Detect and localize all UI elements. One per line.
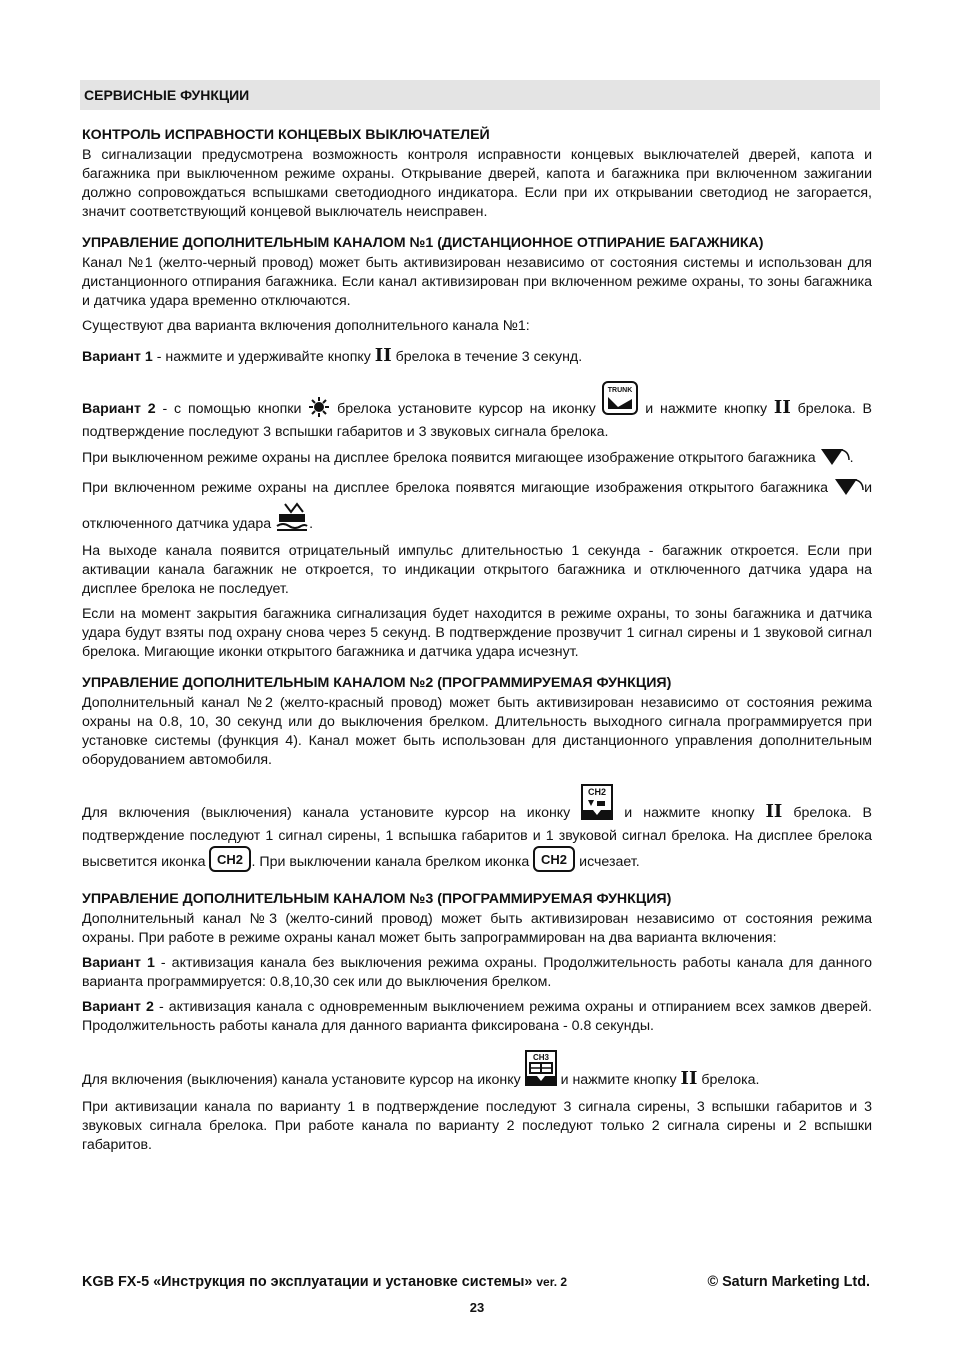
ch3-cursor-icon <box>525 1050 557 1092</box>
page-content <box>82 126 872 1161</box>
channel-3-variant-1: Вариант 1 - активизация канала без выключения режима охраны. Продолжительность работы канала для данного варианта программируется: 0.8,10,30 сек или до выключения брелком. <box>82 955 873 990</box>
open-trunk-icon <box>834 478 864 502</box>
channel-1-variant-1: Вариант 1 - нажмите и удерживайте кнопку II брелока в течение 3 секунд. <box>82 345 583 366</box>
channel-2-intro: Дополнительный канал №2 (желто-красный провод) может быть активизирован независимо от состояния режима охраны на 0.8, 10, 30 секунд или до выключения брелком. Длительность выходного сигнала программируется при установке системы (функция 4). Канал может быть использован для дистанционного управления дополнительным оборудованием автомобиля. <box>82 695 872 768</box>
button-ii-icon: II <box>680 1068 698 1089</box>
ch2-icon <box>209 846 251 878</box>
channel-3-intro: Дополнительный канал №3 (желто-синий провод) может быть активизирован независимо от состояния режима охраны. При работе в режиме охраны канал может быть запрограммирован на два варианта включения: <box>82 911 872 946</box>
ch2-icon-label: CH2 <box>541 852 568 867</box>
section-header-bar <box>80 80 880 110</box>
trunk-icon-label: TRUNK <box>608 387 633 394</box>
heading-channel-2: УПРАВЛЕНИЕ ДОПОЛНИТЕЛЬНЫМ КАНАЛОМ №2 (ПРОГРАММИРУЕМАЯ ФУНКЦИЯ) <box>82 675 672 691</box>
channel-1-intro: Канал №1 (желто-черный провод) может быть активизирован независимо от состояния системы и использован для дистанционного отпирания багажника. Если канал активизирован при включенном режиме охраны, то зоны багажника и датчика удара временно отключаются. <box>82 255 872 309</box>
ch2-cursor-icon <box>581 784 613 826</box>
channel-3-confirmation: При активизации канала по варианту 1 в подтверждение последуют 3 сигнала сирены, 3 вспышки габаритов и 3 звуковых сигнала брелока. При работе канала по варианту 2 последуют только 2 сигнала сирены и 2 вспышки габаритов. <box>82 1099 872 1153</box>
variant-1-label: Вариант 1 <box>82 955 155 971</box>
button-ii-icon: II <box>773 397 791 418</box>
variant-2-label: Вариант 2 <box>82 401 156 417</box>
heading-limit-switch-check: КОНТРОЛЬ ИСПРАВНОСТИ КОНЦЕВЫХ ВЫКЛЮЧАТЕЛЕЙ <box>82 127 490 143</box>
channel-1-variant-2: Вариант 2 - с помощью кнопки брелока установите курсор на иконку TRUNK и нажмите кнопку II брелока. В подтверждение последуют 3 вспышки габаритов и 3 звуковых сигнала брелока. <box>82 381 872 442</box>
heading-channel-3: УПРАВЛЕНИЕ ДОПОЛНИТЕЛЬНЫМ КАНАЛОМ №3 (ПРОГРАММИРУЕМАЯ ФУНКЦИЯ) <box>82 891 672 907</box>
trunk-icon <box>602 381 638 421</box>
button-ii-icon: II <box>765 801 783 822</box>
channel-1-rearm-paragraph: Если на момент закрытия багажника сигнализация будет находится в режиме охраны, то зоны багажника и датчика удара будут взяты под охрану снова через 5 секунд. В подтверждение прозвучит 1 сигнал сирены и 1 звуковой сигнал брелока. Мигающие иконки открытого багажника и датчика удара исчезнут. <box>82 606 872 660</box>
channel-1-output-paragraph: На выходе канала появится отрицательный импульс длительностью 1 секунда - багажник откроется. Если при активации канала багажник не откроется, то индикации открытого багажника и отключенного датчика удара на дисплее брелока не последует. <box>82 543 872 597</box>
open-trunk-icon <box>820 448 850 472</box>
limit-switch-paragraph: В сигнализации предусмотрена возможность контроля исправности концевых выключателей дверей, капота и багажника при выключенном режиме охраны. Открывание дверей, капота и багажника при включенном зажигании должно сопровождаться вспышками светодиодного индикатора. Если при их открывании светодиод не загорается, значит соответствующий концевой выключатель неисправен. <box>82 147 872 220</box>
channel-3-variant-2: Вариант 2 - активизация канала с одновременным выключением режима охраны и отпиранием всех замков дверей. Продолжительность работы канала для данного варианта фиксирована - 0.8 секунды. <box>82 999 873 1034</box>
ch2-icon-label: CH2 <box>588 787 607 797</box>
channel-1-disarmed-display: При выключенном режиме охраны на дисплее брелока появится мигающее изображение открытого багажника . <box>82 448 872 472</box>
footer-document-title: KGB FX-5 «Инструкция по эксплуатации и установке системы» ver. 2 <box>82 1274 568 1290</box>
button-ii-icon: II <box>374 345 392 366</box>
footer-version: ver. 2 <box>536 1275 568 1289</box>
channel-1-variants-intro: Существуют два варианта включения дополнительного канала №1: <box>82 318 530 334</box>
ch3-icon-label: CH3 <box>532 1053 549 1062</box>
channel-2-activation: Для включения (выключения) канала установите курсор на иконку CH2 и нажмите кнопку II брелока. В подтверждение последуют 1 сигнал сирены, 1 вспышка габаритов и 1 звуковой сигнал брелока. На дисплее брелока высветится иконка CH2 . При выключении канала брелком иконка CH2 исчезает. <box>82 784 872 878</box>
heading-channel-1: УПРАВЛЕНИЕ ДОПОЛНИТЕЛЬНЫМ КАНАЛОМ №1 (ДИСТАНЦИОННОЕ ОТПИРАНИЕ БАГАЖНИКА) <box>82 235 764 251</box>
ch2-icon <box>533 846 575 878</box>
shock-sensor-off-icon <box>275 502 309 538</box>
channel-3-activation: Для включения (выключения) канала установите курсор на иконку CH3 и нажмите кнопку II брелока. <box>82 1050 872 1092</box>
footer-copyright: © Saturn Marketing Ltd. <box>707 1274 870 1290</box>
section-title: СЕРВИСНЫЕ ФУНКЦИИ <box>84 87 250 103</box>
page-number: 23 <box>469 1300 485 1315</box>
channel-1-armed-display: При включенном режиме охраны на дисплее брелока появятся мигающие изображения открытого багажника и отключенного датчика удара . <box>82 478 872 538</box>
variant-1-label: Вариант 1 <box>82 349 153 365</box>
ch2-icon-label: CH2 <box>217 852 244 867</box>
sun-button-icon <box>308 397 330 423</box>
variant-2-label: Вариант 2 <box>82 999 154 1015</box>
